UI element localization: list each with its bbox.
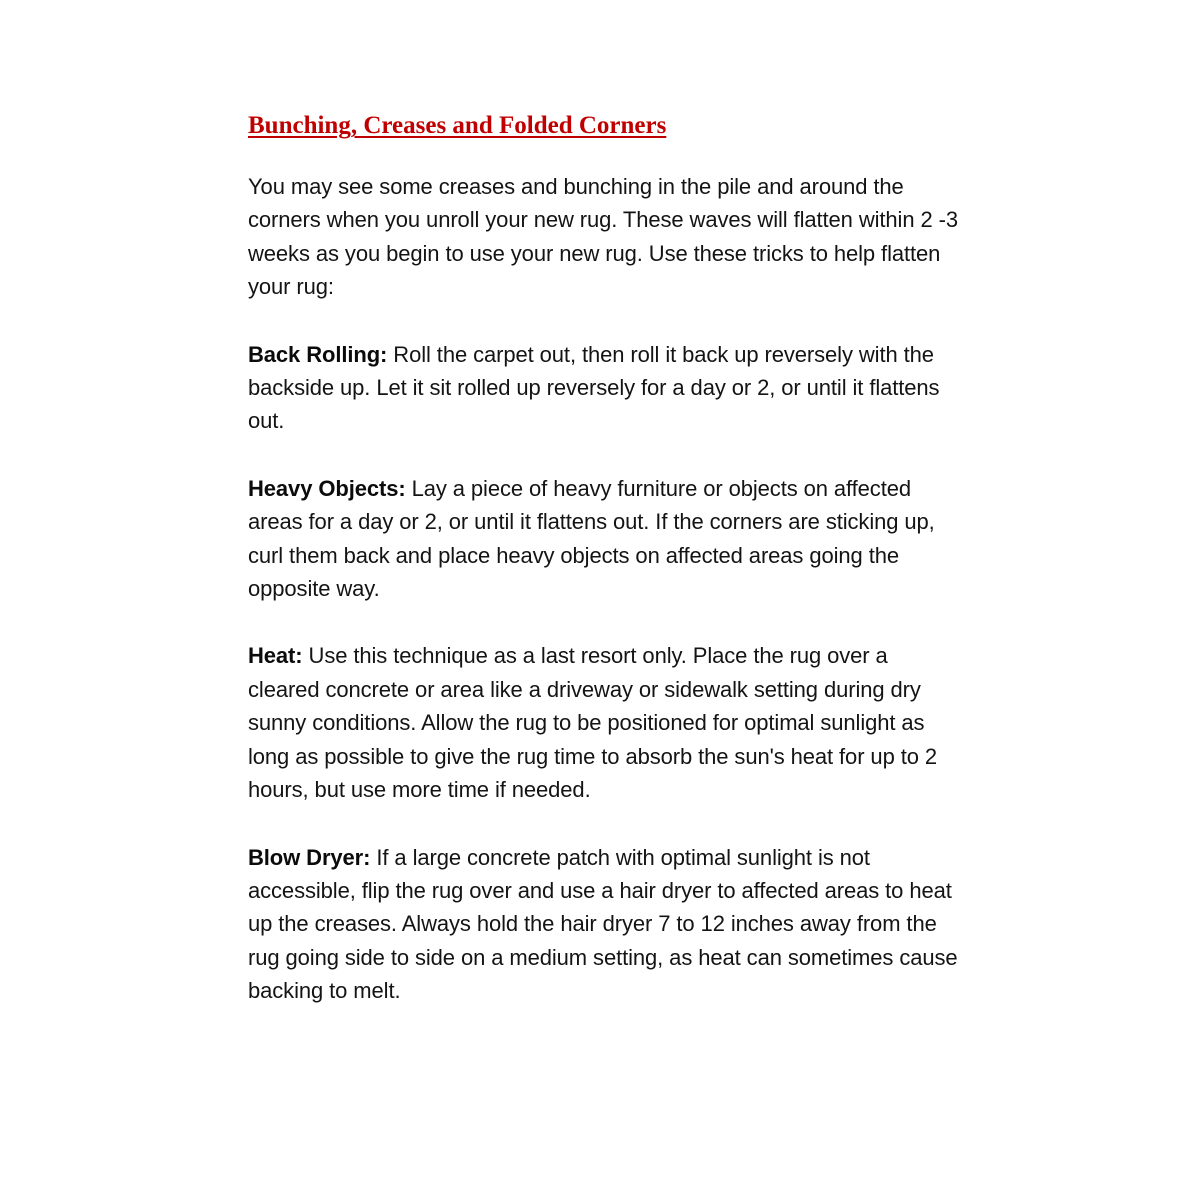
section-blow-dryer xyxy=(248,841,962,1008)
intro-paragraph: You may see some creases and bunching in the pile and around the corners when you unroll your new rug. These waves will flatten within 2 -3 weeks as you begin to use your new rug. Use these tricks to help flatten your rug: xyxy=(248,174,958,300)
section-heat-label: Heat: xyxy=(248,643,303,669)
section-heavy-objects-text: Lay a piece of heavy furniture or objects on affected areas for a day or 2, or until it flattens out. If the corners are sticking up, curl them back and place heavy objects on affected areas going the opposite way. xyxy=(248,475,935,602)
section-back-rolling xyxy=(248,338,962,438)
section-blow-dryer-text: If a large concrete patch with optimal sunlight is not accessible, flip the rug over and use a hair dryer to affected areas to heat up the creases. Always hold the hair dryer 7 to 12 inches away from the rug going side to side on a medium setting, as heat can sometimes cause backing to melt. xyxy=(248,844,958,1004)
document-heading: Bunching, Creases and Folded Corners xyxy=(248,112,667,139)
section-heavy-objects-label: Heavy Objects: xyxy=(248,475,406,501)
document-content xyxy=(248,110,962,1042)
section-blow-dryer-label: Blow Dryer: xyxy=(248,844,371,870)
section-heavy-objects xyxy=(248,472,962,606)
section-back-rolling-label: Back Rolling: xyxy=(248,341,388,367)
section-heat xyxy=(248,639,962,806)
section-heat-text: Use this technique as a last resort only. Place the rug over a cleared concrete or area like a driveway or sidewalk setting during dry sunny conditions. Allow the rug to be positioned for optimal sunlight as long as possible to give the rug time to absorb the sun's heat for up to 2 hours, but use more time if needed. xyxy=(248,643,938,803)
section-back-rolling-text: Roll the carpet out, then roll it back up reversely with the backside up. Let it sit rolled up reversely for a day or 2, or until it flattens out. xyxy=(248,341,940,434)
